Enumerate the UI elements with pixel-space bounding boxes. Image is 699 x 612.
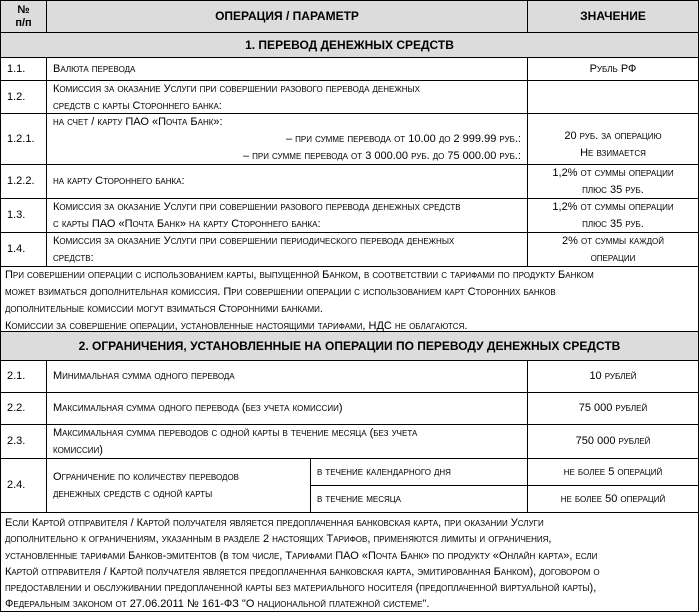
row-1-4-param xyxy=(46,232,528,267)
row-2-2-value: 75 000 рублей xyxy=(527,392,699,425)
row-2-3-number: 2.3. xyxy=(0,424,47,459)
section1-note-line1: При совершении операции с использованием карты, выпущенной Банком, в соответствии с тарифами по продукту Банком xyxy=(5,269,594,281)
row-1-2-2-value-line1: 1,2% от суммы операции xyxy=(552,167,674,179)
row-1-2-1-param xyxy=(46,113,528,165)
row-2-4-param-line1: Ограничение по количеству переводов xyxy=(53,471,239,483)
row-1-4-value-line1: 2% от суммы каждой xyxy=(562,235,664,247)
header-operation: ОПЕРАЦИЯ / ПАРАМЕТР xyxy=(46,0,528,33)
section2-note-line4: Картой отправителя / Картой получателя является предоплаченная банковская карта, эмитированная Банком), договором о xyxy=(5,565,600,578)
row-2-3-value: 750 000 рублей xyxy=(527,424,699,459)
row-2-3-param-line2: комиссии) xyxy=(53,444,103,456)
row-2-2-number: 2.2. xyxy=(0,392,47,425)
row-1-2-2-value-line2: плюс 35 руб. xyxy=(582,184,644,196)
row-1-2-1-value-line1: 20 руб. за операцию xyxy=(564,130,662,142)
row-1-3-param-line2: с карты ПАО «Почта Банк» на карту Стороннего банка: xyxy=(53,218,321,230)
header-number: № п/п xyxy=(0,0,47,33)
row-1-1-param: Валюта перевода xyxy=(46,57,528,81)
row-1-2-1-value xyxy=(527,113,699,165)
row-1-3-param xyxy=(46,198,528,233)
section1-note xyxy=(0,266,699,332)
row-1-4-value-line2: операции xyxy=(590,252,636,264)
row-2-4-param xyxy=(46,458,311,513)
row-2-4-period-month: в течение месяца xyxy=(310,485,528,513)
row-1-2-2-param: на карту Стороннего банка: xyxy=(46,164,528,199)
row-1-2-2-value xyxy=(527,164,699,199)
row-1-4-param-line1: Комиссия за оказание Услуги при совершении периодического перевода денежных xyxy=(53,235,455,247)
row-1-2-number: 1.2. xyxy=(0,80,47,114)
row-1-1-value: Рубль РФ xyxy=(527,57,699,81)
row-1-4-number: 1.4. xyxy=(0,232,47,267)
row-2-1-number: 2.1. xyxy=(0,360,47,393)
row-1-2-1-param-line2: – при сумме перевода от 10.00 до 2 999.99 руб.: xyxy=(286,133,521,145)
row-2-1-param: Минимальная сумма одного перевода xyxy=(46,360,528,393)
section2-note-line5: предоставлении и обслуживании предоплаченной карты без материального носителя (предоплаченной виртуальной карты), xyxy=(5,582,597,595)
row-1-4-value xyxy=(527,232,699,267)
row-1-2-param-line1: Комиссия за оказание Услуги при совершении разового перевода денежных xyxy=(53,83,420,95)
section2-title: 2. ОГРАНИЧЕНИЯ, УСТАНОВЛЕННЫЕ НА ОПЕРАЦИИ ПО ПЕРЕВОДУ ДЕНЕЖНЫХ СРЕДСТВ xyxy=(0,331,699,361)
row-1-2-1-value-line2: Не взимается xyxy=(580,147,646,159)
section1-note-line2: может взиматься дополнительная комиссия. При совершении операции с использованием карт Сторонних банков xyxy=(5,286,556,298)
section1-note-line3: дополнительные комиссии могут взиматься Сторонними банками. xyxy=(5,303,323,315)
row-2-4-param-line2: денежных средств с одной карты xyxy=(53,488,213,500)
row-2-4-value-month: не более 50 операций xyxy=(527,485,699,513)
row-1-3-value-line2: плюс 35 руб. xyxy=(582,218,644,230)
row-1-3-value-line1: 1,2% от суммы операции xyxy=(552,201,674,213)
row-1-2-2-number: 1.2.2. xyxy=(0,164,47,199)
row-1-3-param-line1: Комиссия за оказание Услуги при совершении разового перевода денежных средств xyxy=(53,201,461,213)
section2-note-line1: Если Картой отправителя / Картой получателя является предоплаченная банковская карта, при оказании Услуги xyxy=(5,517,544,529)
row-2-4-number: 2.4. xyxy=(0,458,47,513)
row-2-3-param xyxy=(46,424,528,459)
row-2-4-value-day: не более 5 операций xyxy=(527,458,699,486)
section2-note-line6: Федеральным законом от 27.06.2011 № 161-ФЗ "О национальной платежной системе". xyxy=(5,598,430,611)
row-1-2-1-param-line1: на счет / карту ПАО «Почта Банк»: xyxy=(53,116,223,128)
row-1-2-param-line2: средств с карты Стороннего банка: xyxy=(53,100,222,112)
row-2-2-param: Максимальная сумма одного перевода (без учета комиссии) xyxy=(46,392,528,425)
section2-note-line2: дополнительно к ограничениям, указанным в разделе 2 настоящих Тарифов, применяются лимиты и ограничения, xyxy=(5,533,552,546)
row-1-2-param xyxy=(46,80,528,114)
section1-note-line4: Комиссии за совершение операции, установленные настоящими тарифами, НДС не облагаются. xyxy=(5,320,468,332)
header-value: ЗНАЧЕНИЕ xyxy=(527,0,699,33)
row-1-1-number: 1.1. xyxy=(0,57,47,81)
row-1-3-number: 1.3. xyxy=(0,198,47,233)
row-2-1-value: 10 рублей xyxy=(527,360,699,393)
row-1-2-1-param-line3: – при сумме перевода от 3 000.00 руб. до 75 000.00 руб.: xyxy=(242,150,521,162)
row-1-3-value xyxy=(527,198,699,233)
row-1-4-param-line2: средств: xyxy=(53,252,94,264)
row-1-2-value xyxy=(527,80,699,114)
section2-note-line3: установленные тарифами Банков-эмитентов (в том числе, Тарифами ПАО «Почта Банк» по продукту «Онлайн карта», если xyxy=(5,549,598,562)
row-1-2-1-number: 1.2.1. xyxy=(0,113,47,165)
row-2-3-param-line1: Максимальная сумма переводов с одной карты в течение месяца (без учета xyxy=(53,427,418,439)
section1-title: 1. ПЕРЕВОД ДЕНЕЖНЫХ СРЕДСТВ xyxy=(0,32,699,58)
row-2-4-period-day: в течение календарного дня xyxy=(310,458,528,486)
section2-note xyxy=(0,512,699,612)
